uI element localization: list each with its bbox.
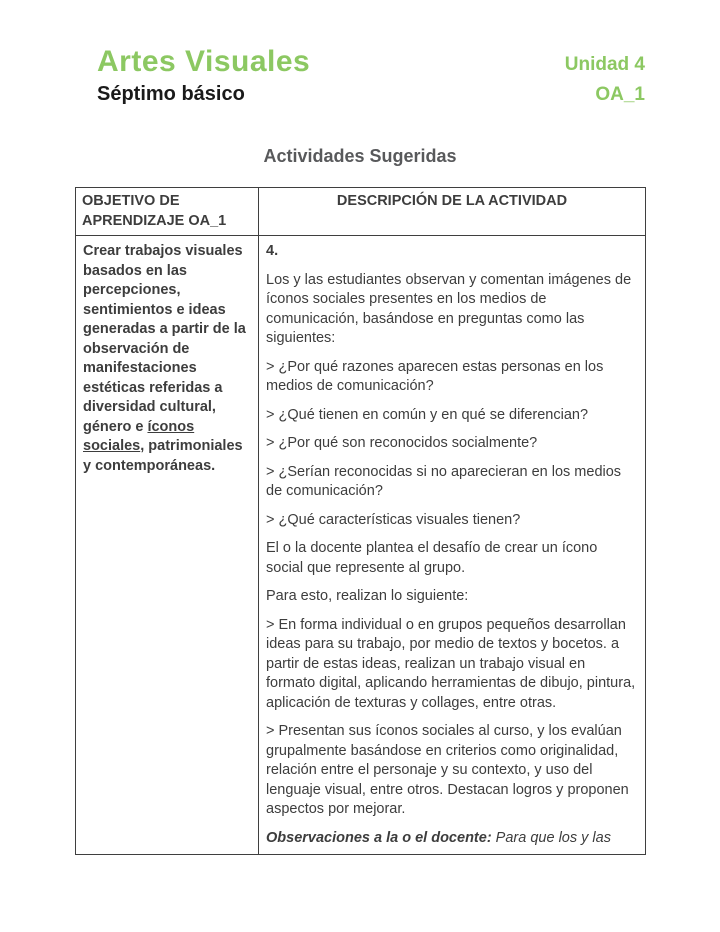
observations-line (266, 829, 638, 849)
objective-text-after: , patrimoniales y contemporáneas. (83, 438, 243, 474)
activity-paragraph: Para esto, realizan lo siguiente: (266, 588, 469, 604)
activity-paragraph: > ¿Qué características visuales tienen? (266, 511, 521, 528)
header-unit-block (565, 50, 645, 110)
activity-paragraph: > ¿Por qué razones aparecen estas personas en los medios de comunicación? (266, 358, 604, 394)
activity-paragraph: > Presentan sus íconos sociales al curso, y los evalúan grupalmente basándose en criterios como originalidad, relación entre el personaje y su contexto, y uso del lenguaje visual, entre otros. Destacan logros y proponen aspectos por mejorar. (266, 723, 629, 817)
column-header-description: DESCRIPCIÓN DE LA ACTIVIDAD (259, 188, 646, 236)
activity-cell (259, 236, 646, 855)
activity-paragraph: > ¿Qué tienen en común y en qué se diferencian? (266, 406, 589, 423)
oa-label: OA_1 (595, 84, 645, 105)
document-title: Artes Visuales (97, 45, 311, 78)
observations-label: Observaciones a la o el docente: (266, 829, 492, 846)
activity-paragraph: El o la docente plantea el desafío de crear un ícono social que represente al grupo. (266, 540, 598, 576)
objective-text-underlined: íconos sociales (83, 418, 195, 454)
column-header-objective: OBJETIVO DE APRENDIZAJE OA_1 (76, 188, 259, 236)
unit-label: Unidad 4 (564, 54, 645, 75)
activity-number: 4. (266, 243, 279, 259)
document-subtitle: Séptimo básico (97, 83, 245, 105)
objective-cell (76, 236, 259, 855)
table-body-row (76, 236, 646, 855)
table-header-row (76, 188, 646, 236)
activity-paragraphs (266, 271, 638, 820)
activity-paragraph: > En forma individual o en grupos pequeños desarrollan ideas para su trabajo, por medio de textos y bocetos. a partir de estas ideas, realizan un trabajo visual en formato digital, aplicando herramientas de dibujo, pintura, aplicación de texturas y collages, entre otras. (266, 616, 636, 711)
section-title: Actividades Sugeridas (263, 146, 457, 166)
activity-paragraph: > ¿Por qué son reconocidos socialmente? (266, 435, 538, 451)
observations-text: Para que los y las (491, 829, 611, 846)
activity-paragraph: Los y las estudiantes observan y comentan imágenes de íconos sociales presentes en los medios de comunicación, basándose en preguntas como las siguientes: (266, 271, 632, 346)
activity-table (75, 187, 646, 855)
objective-text-before: Crear trabajos visuales basados en las percepciones, sentimientos e ideas generadas a partir de la observación de manifestaciones estéticas referidas a diversidad cultural, género e (83, 243, 246, 435)
activity-paragraph: > ¿Serían reconocidas si no aparecieran en los medios de comunicación? (266, 463, 622, 499)
